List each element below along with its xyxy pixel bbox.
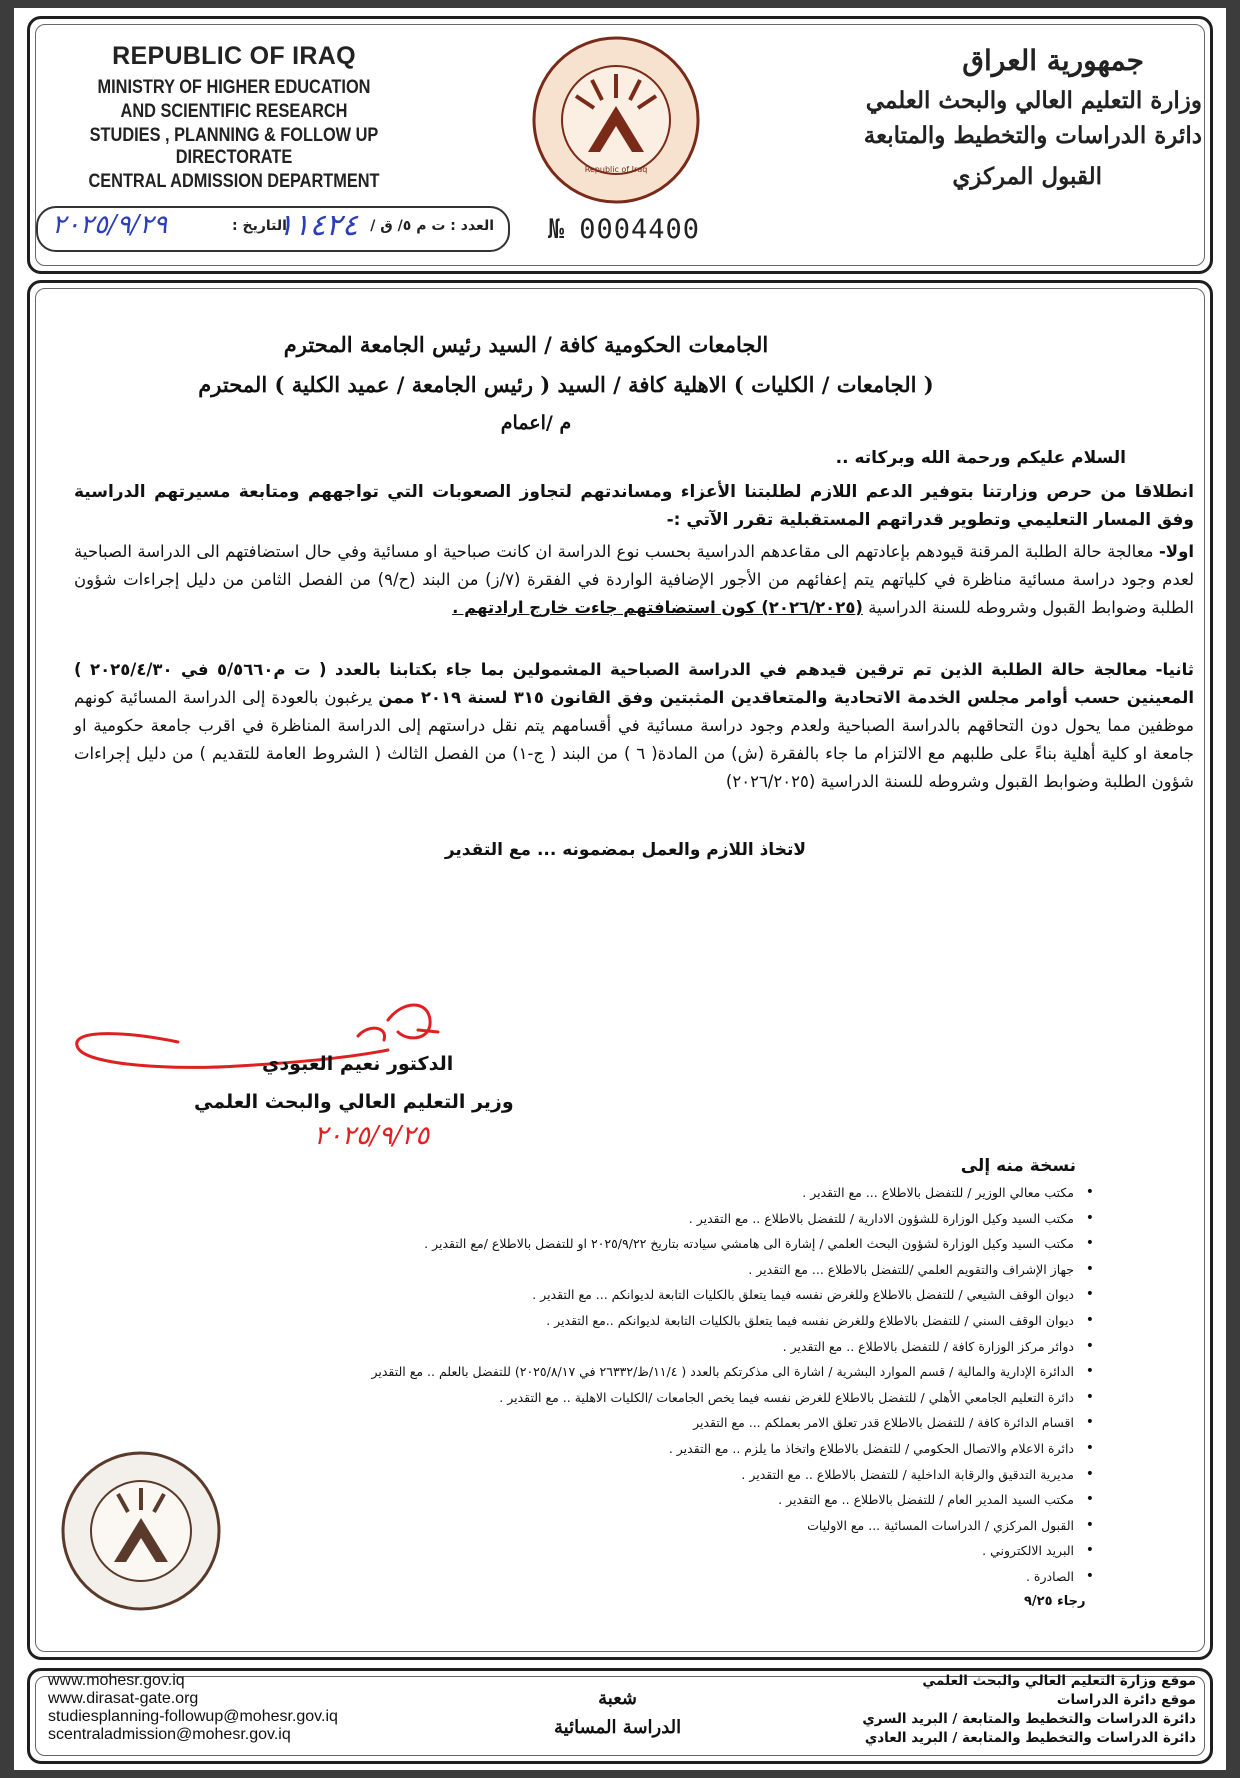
list-item: • مديرية التدقيق والرقابة الداخلية / للتفضل بالاطلاع .. مع التقدير . xyxy=(96,1462,1096,1488)
ministry-seal-stamp xyxy=(58,1448,224,1614)
first-clause-label: اولا- xyxy=(1158,542,1194,561)
list-item: • ديوان الوقف الشيعي / للتفضل بالاطلاع وللغرض نفسه فيما يتعلق بالكليات التابعة لديوانكم ... مع التقدير . xyxy=(96,1282,1096,1308)
addressee-line-2: ( الجامعات / الكليات ) الاهلية كافة / السيد ( رئيس الجامعة / عميد الكلية ) المحترم xyxy=(198,372,934,397)
ministry-seal-logo xyxy=(530,34,702,206)
issuing-unit xyxy=(554,1688,681,1738)
first-clause-emphasis: (٢٠٢٦/٢٠٢٥) كون استضافتهم جاءت خارج ارادتهم . xyxy=(452,598,863,617)
unit-label: شعبة xyxy=(598,1688,637,1709)
footer-label: دائرة الدراسات والتخطيط والمتابعة / البريد السري xyxy=(862,1711,1196,1727)
department-name-en: CENTRAL ADMISSION DEPARTMENT xyxy=(88,171,380,192)
reference-box xyxy=(36,206,510,252)
confidential-email-link[interactable]: studiesplanning-followup@mohesr.gov.iq xyxy=(48,1708,338,1725)
footer-links xyxy=(48,1672,338,1744)
footer-labels xyxy=(862,1672,1196,1748)
list-item: • جهاز الإشراف والتقويم العلمي /للتفضل بالاطلاع ... مع التقدير . xyxy=(96,1257,1096,1283)
ministry-name-en-2: AND SCIENTIFIC RESEARCH xyxy=(120,101,348,122)
unit-name: الدراسة المسائية xyxy=(554,1717,682,1738)
reference-label: العدد : ت م ٥/ ق / xyxy=(370,218,494,234)
second-clause xyxy=(74,656,1194,796)
svg-text:Republic of Iraq: Republic of Iraq xyxy=(584,165,648,174)
sender-initials: رجاء ٩/٢٥ xyxy=(1024,1594,1086,1609)
footer-label: دائرة الدراسات والتخطيط والمتابعة / البريد العادي xyxy=(864,1730,1196,1746)
list-item: • دائرة التعليم الجامعي الأهلي / للتفضل بالاطلاع للغرض نفسه فيما يخص الجامعات /الكليات الاهلية .. مع التقدير . xyxy=(96,1385,1096,1411)
list-item: • دوائر مركز الوزارة كافة / للتفضل بالاطلاع .. مع التقدير . xyxy=(96,1334,1096,1360)
ministry-name-ar: وزارة التعليم العالي والبحث العلمي xyxy=(865,87,1202,114)
list-item: • مكتب السيد وكيل الوزارة للشؤون الادارية / للتفضل بالاطلاع .. مع التقدير . xyxy=(96,1206,1096,1232)
second-clause-bold: معالجة حالة الطلبة الذين تم ترقين قيدهم في الدراسة الصباحية المشمولين بما جاء بكتابنا بالعدد ( ت م٥/٥٦٦٠ في ٢٠٢٥/٤/٣٠ ) المعينين حسب أوامر مجلس الخدمة الاتحادية والمتعاقدين المثبتين وفق القانون ٣١٥ لسنة ٢٠١٩ ممن xyxy=(74,660,1195,707)
directorate-name-en: STUDIES , PLANNING & FOLLOW UP DIRECTORATE xyxy=(89,125,379,168)
closing-line: لاتخاذ اللازم والعمل بمضمونه ... مع التقدير xyxy=(444,840,806,860)
first-clause-text: معالجة حالة الطلبة المرقنة قيودهم بإعادتهم الى مقاعدهم الدراسية بحسب نوع الدراسة ان كانت صباحية او مسائية وفي حال استضافتهم الى الدراسة الصباحية لعدم وجود دراسة مسائية مناظرة في كلياتهم يتم إعفائهم من الأجور الإضافية الواردة في الفقرة (٧/ز) من البند (ح/٩) من الفصل الثامن من دليل إجراءات شؤون الطلبة وضوابط القبول وشروطه للسنة الدراسية xyxy=(74,542,1194,617)
subject-line: م /اعمام xyxy=(500,412,572,434)
list-item: • الدائرة الإدارية والمالية / قسم الموارد البشرية / اشارة الى مذكرتكم بالعدد ( ١١/٤/ظ/٢٦٣٣٢ في ٢٠٢٥/٨/١٧) للتفضل بالعلم .. مع التقدير xyxy=(96,1359,1096,1385)
copies-heading: نسخة منه إلى xyxy=(960,1156,1076,1176)
signature-date: ٢٠٢٥/٩/٢٥ xyxy=(314,1121,430,1151)
ministry-website-link[interactable]: www.mohesr.gov.iq xyxy=(48,1672,185,1689)
list-item: • ديوان الوقف السني / للتفضل بالاطلاع وللغرض نفسه فيما يتعلق بالكليات التابعة لديوانكم ..مع التقدير . xyxy=(96,1308,1096,1334)
first-clause xyxy=(74,538,1194,622)
serial-symbol: № xyxy=(548,214,566,245)
list-item: • البريد الالكتروني . xyxy=(96,1538,1096,1564)
serial-number: 0004400 xyxy=(579,214,701,245)
signatory-name: الدكتور نعيم العبودي xyxy=(262,1053,454,1075)
list-item: • الصادرة . xyxy=(96,1564,1096,1590)
list-item: • مكتب معالي الوزير / للتفضل بالاطلاع ... مع التقدير . xyxy=(96,1180,1096,1206)
country-name-en: REPUBLIC OF IRAQ xyxy=(112,42,356,70)
second-clause-label: ثانيا- xyxy=(1155,660,1194,679)
reference-date: ٢٠٢٥/٩/٢٩ xyxy=(52,210,168,240)
list-item: • اقسام الدائرة كافة / للتفضل بالاطلاع قدر تعلق الامر بعملكم ... مع التقدير xyxy=(96,1410,1096,1436)
footer-label: موقع وزارة التعليم العالي والبحث العلمي xyxy=(922,1673,1196,1689)
list-item: • دائرة الاعلام والاتصال الحكومي / للتفضل بالاطلاع واتخاذ ما يلزم .. مع التقدير . xyxy=(96,1436,1096,1462)
addressee-line-1: الجامعات الحكومية كافة / السيد رئيس الجامعة المحترم xyxy=(283,332,769,357)
directorate-name-ar: دائرة الدراسات والتخطيط والمتابعة xyxy=(863,122,1202,149)
date-label: التاريخ : xyxy=(232,218,287,234)
document-page xyxy=(14,8,1226,1770)
header-english xyxy=(34,42,434,193)
list-item: • القبول المركزي / الدراسات المسائية ... مع الاوليات xyxy=(96,1513,1096,1539)
header-arabic xyxy=(782,44,1202,190)
studies-website-link[interactable]: www.dirasat-gate.org xyxy=(48,1690,199,1707)
list-item: • مكتب السيد المدير العام / للتفضل بالاطلاع .. مع التقدير . xyxy=(96,1487,1096,1513)
greeting: السلام عليكم ورحمة الله وبركاته .. xyxy=(835,448,1126,468)
second-clause-text: يرغبون بالعودة إلى الدراسة المسائية كونهم موظفين مما يحول دون التحاقهم بالدراسة الصباحية ولعدم وجود دراسة مسائية في أقسامهم يتم نقل دراستهم إلى الدراسة المناظرة في اقرب جامعة حكومية او جامعة او كلية أهلية بناءً على طلبهم مع الالتزام ما جاء بالفقرة (ش) من المادة( ٦ ) من البند ( ج-١) من الفصل الثالث ( الشروط العامة للتقديم ) من دليل إجراءات شؤون الطلبة وضوابط القبول وشروطه للسنة الدراسية (٢٠٢٦/٢٠٢٥) xyxy=(74,688,1194,791)
intro-paragraph: انطلاقا من حرص وزارتنا بتوفير الدعم اللازم لطلبتنا الأعزاء ومساندتهم لتجاوز الصعوبات التي تواجههم ومتابعة مسيرتهم الدراسية وفق المسار التعليمي وتطوير قدراتهم المستقبلية تقرر الآتي :- xyxy=(74,482,1194,530)
department-name-ar: القبول المركزي xyxy=(952,163,1102,190)
ministry-name-en: MINISTRY OF HIGHER EDUCATION xyxy=(97,77,371,98)
copies-list xyxy=(96,1180,1096,1590)
country-name-ar: جمهورية العراق xyxy=(962,44,1144,77)
footer-label: موقع دائرة الدراسات xyxy=(1056,1692,1196,1708)
admission-email-link[interactable]: scentraladmission@mohesr.gov.iq xyxy=(48,1726,291,1743)
reference-number: ١١٤٢٤ xyxy=(277,208,358,243)
document-serial xyxy=(548,214,700,245)
list-item: • مكتب السيد وكيل الوزارة لشؤون البحث العلمي / إشارة الى هامشي سيادته بتاريخ ٢٠٢٥/٩/٢٢ او للتفضل بالاطلاع /مع التقدير . xyxy=(96,1231,1096,1257)
signatory-title: وزير التعليم العالي والبحث العلمي xyxy=(194,1091,514,1113)
